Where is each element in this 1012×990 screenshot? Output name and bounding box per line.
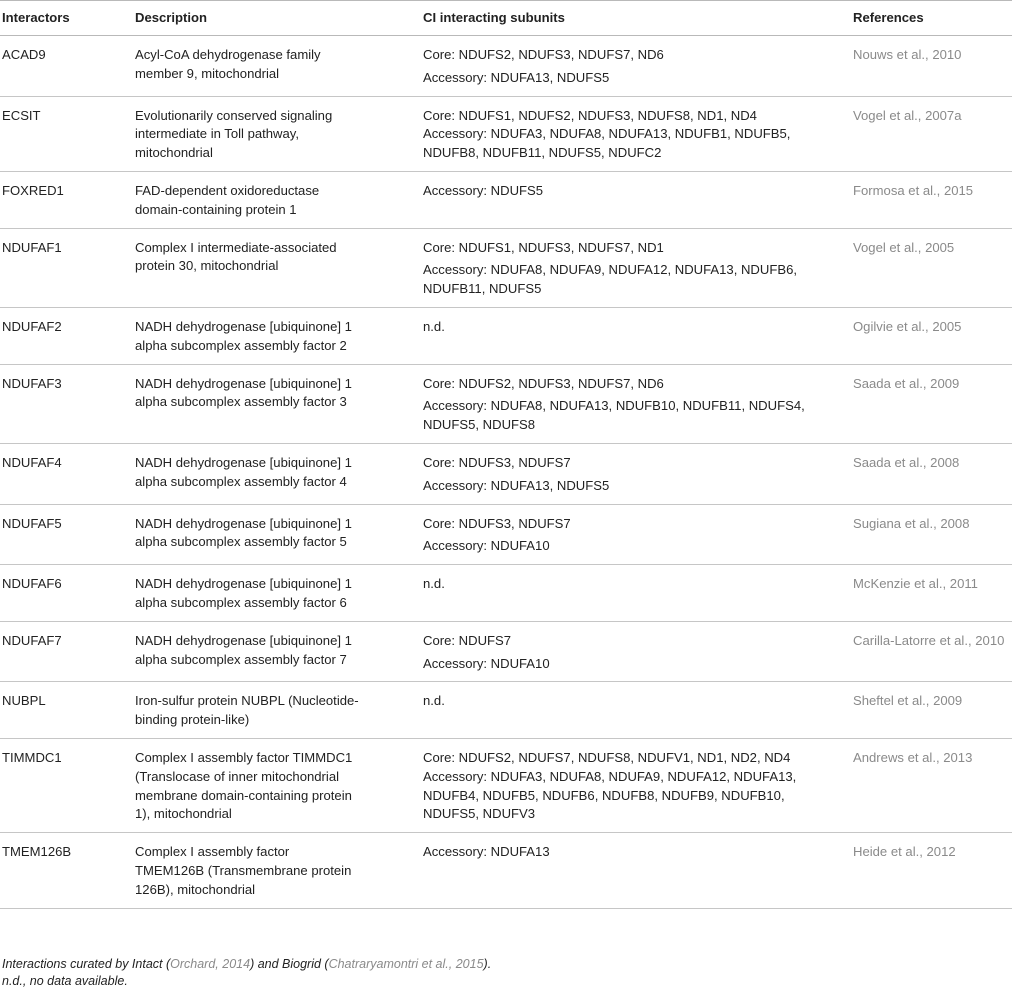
- interactor-name: ECSIT: [0, 96, 133, 171]
- subunits-line: Accessory: NDUFA3, NDUFA8, NDUFA9, NDUFA12, NDUFA13, NDUFB4, NDUFB5, NDUFB6, NDUFB8, NDUFB9, NDUFB10, NDUFS5, NDUFV3: [423, 768, 797, 822]
- interactor-description: NADH dehydrogenase [ubiquinone] 1 alpha subcomplex assembly factor 4: [133, 443, 421, 504]
- interactor-name: NDUFAF3: [0, 364, 133, 443]
- interactor-name: NDUFAF4: [0, 443, 133, 504]
- citation-link[interactable]: Chatraryamontri et al., 2015: [328, 957, 484, 971]
- interactor-name: NDUFAF5: [0, 504, 133, 565]
- table-footnote: [2, 956, 491, 990]
- interactor-name: NDUFAF6: [0, 565, 133, 622]
- reference-link[interactable]: Heide et al., 2012: [851, 833, 1012, 908]
- subunits-line: n.d.: [423, 318, 445, 334]
- interactor-description: Acyl-CoA dehydrogenase family member 9, mitochondrial: [133, 36, 421, 97]
- reference-link[interactable]: Vogel et al., 2007a: [851, 96, 1012, 171]
- interactor-description: NADH dehydrogenase [ubiquinone] 1 alpha subcomplex assembly factor 5: [133, 504, 421, 565]
- subunits-line: Core: NDUFS2, NDUFS3, NDUFS7, ND6: [423, 375, 664, 391]
- interactor-name: ACAD9: [0, 36, 133, 97]
- subunits-line: Core: NDUFS3, NDUFS7: [423, 515, 571, 531]
- interactor-name: NUBPL: [0, 682, 133, 739]
- table-row: [0, 738, 1012, 832]
- table-row: [0, 307, 1012, 364]
- subunits-line: n.d.: [423, 576, 445, 592]
- subunits-line: Accessory: NDUFA10: [423, 538, 550, 554]
- subunits-line: Accessory: NDUFA13: [423, 844, 550, 860]
- subunits-line: Core: NDUFS1, NDUFS3, NDUFS7, ND1: [423, 239, 664, 255]
- citation-link[interactable]: Orchard, 2014: [170, 957, 251, 971]
- table-row: [0, 682, 1012, 739]
- interactor-description: NADH dehydrogenase [ubiquinone] 1 alpha subcomplex assembly factor 2: [133, 307, 421, 364]
- interactor-name: TIMMDC1: [0, 738, 133, 832]
- interacting-subunits: [421, 621, 851, 682]
- header-interactors: Interactors: [0, 1, 133, 36]
- subunits-line: Accessory: NDUFA8, NDUFA13, NDUFB10, NDUFB11, NDUFS4, NDUFS5, NDUFS8: [423, 398, 805, 433]
- reference-link[interactable]: Sheftel et al., 2009: [851, 682, 1012, 739]
- interacting-subunits: [421, 228, 851, 307]
- subunits-line: Accessory: NDUFA13, NDUFS5: [423, 69, 610, 85]
- interactor-name: TMEM126B: [0, 833, 133, 908]
- subunits-line: Core: NDUFS1, NDUFS2, NDUFS3, NDUFS8, ND1, ND4: [423, 107, 757, 123]
- table-row: [0, 36, 1012, 97]
- reference-link[interactable]: Sugiana et al., 2008: [851, 504, 1012, 565]
- interacting-subunits: [421, 443, 851, 504]
- reference-link[interactable]: Nouws et al., 2010: [851, 36, 1012, 97]
- table-body: [0, 36, 1012, 909]
- interactor-name: FOXRED1: [0, 171, 133, 228]
- subunits-line: Accessory: NDUFS5: [423, 182, 544, 198]
- reference-link[interactable]: Vogel et al., 2005: [851, 228, 1012, 307]
- reference-link[interactable]: Carilla-Latorre et al., 2010: [851, 621, 1012, 682]
- table-row: [0, 96, 1012, 171]
- table-row: [0, 621, 1012, 682]
- header-references: References: [851, 1, 1012, 36]
- subunits-line: Core: NDUFS3, NDUFS7: [423, 454, 571, 470]
- table-row: [0, 443, 1012, 504]
- interactor-description: Iron-sulfur protein NUBPL (Nucleotide-binding protein-like): [133, 682, 421, 739]
- interacting-subunits: [421, 738, 851, 832]
- interactor-name: NDUFAF2: [0, 307, 133, 364]
- interactor-description: Complex I assembly factor TIMMDC1 (Translocase of inner mitochondrial membrane domain-containing protein 1), mitochondrial: [133, 738, 421, 832]
- interacting-subunits: [421, 307, 851, 364]
- reference-link[interactable]: Andrews et al., 2013: [851, 738, 1012, 832]
- interactor-name: NDUFAF1: [0, 228, 133, 307]
- interacting-subunits: [421, 682, 851, 739]
- interactor-description: NADH dehydrogenase [ubiquinone] 1 alpha subcomplex assembly factor 3: [133, 364, 421, 443]
- table-row: [0, 171, 1012, 228]
- subunits-line: n.d.: [423, 693, 445, 709]
- interacting-subunits: [421, 96, 851, 171]
- interactor-description: Complex I intermediate-associated protein 30, mitochondrial: [133, 228, 421, 307]
- reference-link[interactable]: Formosa et al., 2015: [851, 171, 1012, 228]
- table-row: [0, 565, 1012, 622]
- interacting-subunits: [421, 504, 851, 565]
- table-row: [0, 364, 1012, 443]
- header-subunits: CI interacting subunits: [421, 1, 851, 36]
- interactor-description: Evolutionarily conserved signaling intermediate in Toll pathway, mitochondrial: [133, 96, 421, 171]
- footnote-line-1: Interactions curated by Intact (Orchard, 2014) and Biogrid (Chatraryamontri et al., 2015).: [2, 957, 492, 971]
- reference-link[interactable]: Saada et al., 2008: [851, 443, 1012, 504]
- interactor-description: NADH dehydrogenase [ubiquinone] 1 alpha subcomplex assembly factor 7: [133, 621, 421, 682]
- table-row: [0, 228, 1012, 307]
- table-header-row: [0, 1, 1012, 36]
- interactor-name: NDUFAF7: [0, 621, 133, 682]
- table-row: [0, 833, 1012, 908]
- reference-link[interactable]: McKenzie et al., 2011: [851, 565, 1012, 622]
- subunits-line: Accessory: NDUFA10: [423, 655, 550, 671]
- interacting-subunits: [421, 171, 851, 228]
- footnote-line-2: n.d., no data available.: [2, 974, 128, 988]
- subunits-line: Accessory: NDUFA13, NDUFS5: [423, 477, 610, 493]
- subunits-line: Core: NDUFS2, NDUFS3, NDUFS7, ND6: [423, 47, 664, 62]
- subunits-line: Accessory: NDUFA3, NDUFA8, NDUFA13, NDUFB1, NDUFB5, NDUFB8, NDUFB11, NDUFS5, NDUFC2: [423, 126, 791, 161]
- subunits-line: Core: NDUFS2, NDUFS7, NDUFS8, NDUFV1, ND1, ND2, ND4: [423, 749, 791, 765]
- interactor-description: NADH dehydrogenase [ubiquinone] 1 alpha subcomplex assembly factor 6: [133, 565, 421, 622]
- reference-link[interactable]: Saada et al., 2009: [851, 364, 1012, 443]
- interacting-subunits: [421, 833, 851, 908]
- reference-link[interactable]: Ogilvie et al., 2005: [851, 307, 1012, 364]
- interactor-description: FAD-dependent oxidoreductase domain-containing protein 1: [133, 171, 421, 228]
- interacting-subunits: [421, 364, 851, 443]
- interacting-subunits: [421, 36, 851, 97]
- interactor-description: Complex I assembly factor TMEM126B (Transmembrane protein 126B), mitochondrial: [133, 833, 421, 908]
- header-description: Description: [133, 1, 421, 36]
- subunits-line: Core: NDUFS7: [423, 632, 512, 648]
- interacting-subunits: [421, 565, 851, 622]
- table-row: [0, 504, 1012, 565]
- subunits-line: Accessory: NDUFA8, NDUFA9, NDUFA12, NDUFA13, NDUFB6, NDUFB11, NDUFS5: [423, 262, 797, 297]
